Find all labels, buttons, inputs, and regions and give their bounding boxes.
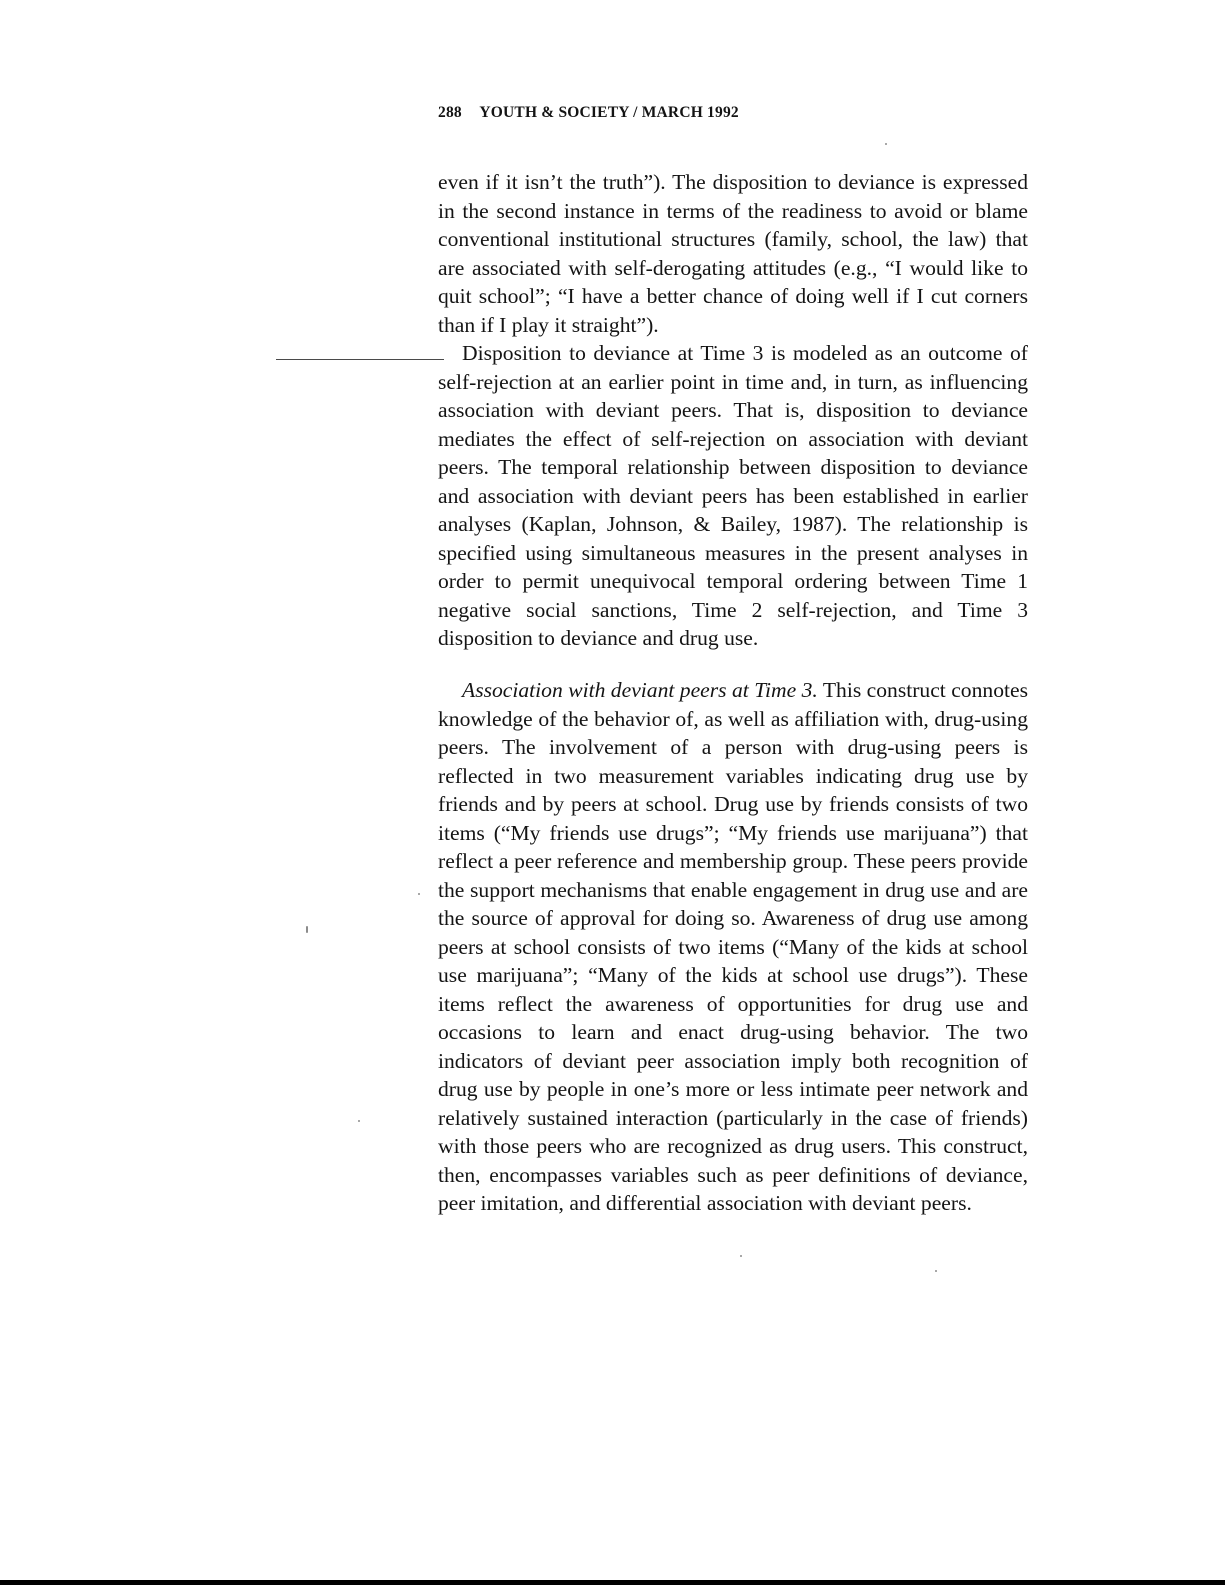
paragraph-1: even if it isn’t the truth”). The disposition to deviance is expressed in the second instance in terms of the readiness to avoid or blame conventional institutional structures (family, school, the law) that are associated with self-derogating attitudes (e.g., “I would like to quit school”; “I have a better chance of doing well if I cut corners than if I play it straight”).	[438, 170, 1028, 337]
scan-speck	[418, 893, 420, 895]
paragraph-3-body: This construct connotes knowledge of the behavior of, as well as affiliation with, drug-using peers. The involvement of a person with drug-using peers is reflected in two measurement variables indicating drug use by friends and by peers at school. Drug use by friends consists of two items (“My friends use drugs”; “My friends use marijuana”) that reflect a peer reference and membership group. These peers provide the support mechanisms that enable engagement in drug use and are the source of approval for doing so. Awareness of drug use among peers at school consists of two items (“Many of the kids at school use marijuana”; “Many of the kids at school use drugs”). These items reflect the awareness of opportunities for drug use and occasions to learn and enact drug-using behavior. The two indicators of deviant peer association imply both recognition of drug use by people in one’s more or less intimate peer network and relatively sustained interaction (particularly in the case of friends) with those peers who are recognized as drug users. This construct, then, encompasses variables such as peer definitions of deviance, peer imitation, and differential association with deviant peers.	[438, 678, 1028, 1215]
paragraph-disposition	[438, 339, 1028, 653]
margin-underline-mark	[276, 359, 444, 360]
scan-speck	[935, 1270, 937, 1272]
scan-speck	[740, 1255, 742, 1257]
running-head	[438, 104, 739, 122]
scan-speck	[885, 143, 887, 145]
page-number: 288	[438, 104, 462, 121]
paragraph-3	[438, 676, 1028, 1218]
scan-bottom-border	[0, 1580, 1225, 1585]
journal-title: YOUTH & SOCIETY / MARCH 1992	[479, 104, 739, 121]
scan-speck	[306, 926, 308, 933]
paragraph-association	[438, 676, 1028, 1218]
section-heading: Association with deviant peers at Time 3.	[462, 678, 818, 702]
paragraph-continuation	[438, 168, 1028, 339]
paragraph-2: Disposition to deviance at Time 3 is modeled as an outcome of self-rejection at an earlier point in time and, in turn, as influencing association with deviant peers. That is, disposition to deviance mediates the effect of self-rejection on association with deviant peers. The temporal relationship between disposition to deviance and association with deviant peers has been established in earlier analyses (Kaplan, Johnson, & Bailey, 1987). The relationship is specified using simultaneous measures in the present analyses in order to permit unequivocal temporal ordering between Time 1 negative social sanctions, Time 2 self-rejection, and Time 3 disposition to deviance and drug use.	[438, 341, 1028, 650]
scan-speck	[358, 1120, 360, 1122]
